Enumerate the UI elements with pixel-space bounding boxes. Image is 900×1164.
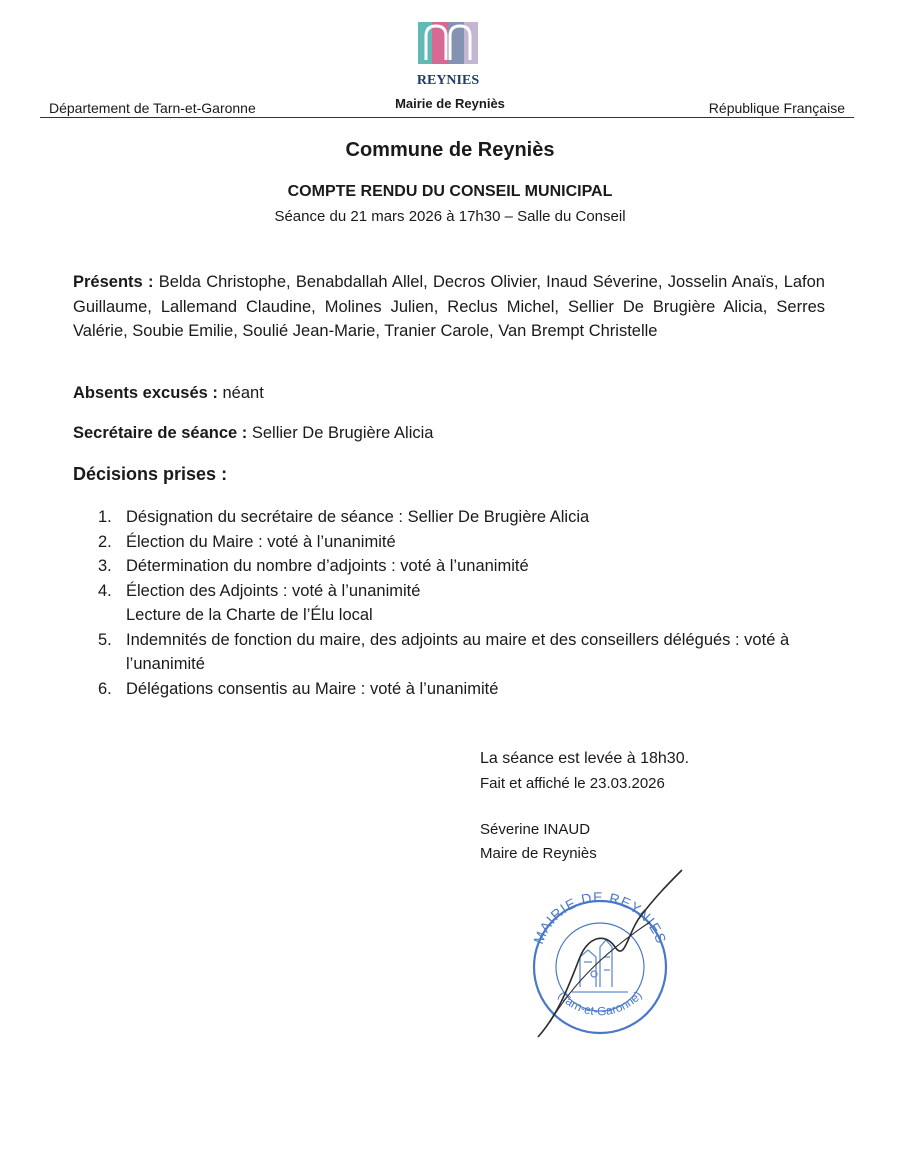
svg-text:(Tarn-et-Garonne): (Tarn-et-Garonne) [555, 988, 645, 1019]
official-stamp [510, 862, 690, 1047]
signer-name: Séverine INAUD [480, 821, 591, 838]
decision-number [98, 603, 126, 628]
absents-value: néant [222, 384, 264, 402]
header-department: Département de Tarn-et-Garonne [49, 100, 256, 116]
presents-paragraph [73, 270, 825, 344]
decision-item [98, 677, 798, 702]
decision-item [98, 530, 798, 555]
header-mairie: Mairie de Reyniès [395, 96, 505, 111]
svg-text:MAIRIE DE REYNIES: MAIRIE DE REYNIES [530, 888, 670, 947]
decision-item [98, 628, 798, 677]
decision-number: 3. [98, 557, 112, 575]
mairie-logo [414, 20, 482, 88]
presents-label: Présents : [73, 273, 154, 291]
decision-number: 6. [98, 679, 112, 698]
seance-levee: La séance est levée à 18h30. [480, 750, 690, 767]
decision-text: Détermination du nombre d’adjoints : voté à l’unanimité [126, 557, 529, 575]
decision-item [98, 505, 798, 530]
decision-number: 5. [98, 630, 112, 649]
decision-number: 2. [98, 532, 112, 551]
decision-text: Élection des Adjoints : voté à l’unanimité [126, 581, 421, 600]
presents-list: Belda Christophe, Benabdallah Allel, Decros Olivier, Inaud Séverine, Josselin Anaïs, Lafon Guillaume, Lallemand Claudine, Molines Julien, Reclus Michel, Sellier De Brugière Alicia, Serres Valérie, Soubie Emilie, Soulié Jean-Marie, Tranier Carole, Van Brempt Christelle [73, 273, 825, 340]
document-title: COMPTE RENDU DU CONSEIL MUNICIPAL [287, 183, 613, 200]
decision-text: Désignation du secrétaire de séance : Sellier De Brugière Alicia [126, 508, 590, 526]
secretaire-line [73, 424, 433, 443]
decisions-title: Décisions prises : [73, 464, 228, 484]
decision-item [98, 554, 798, 579]
header-divider [40, 117, 854, 118]
decision-text: Élection du Maire : voté à l’unanimité [126, 532, 396, 551]
fait-et-affiche: Fait et affiché le 23.03.2026 [480, 775, 665, 792]
decision-note [98, 603, 798, 628]
decision-number: 1. [98, 508, 112, 526]
absents-line [73, 384, 264, 403]
absents-label: Absents excusés : [73, 384, 218, 402]
signer-title: Maire de Reyniès [480, 845, 597, 862]
decision-text: Lecture de la Charte de l’Élu local [126, 606, 373, 624]
decision-number: 4. [98, 581, 112, 600]
session-line: Séance du 21 mars 2026 à 17h30 – Salle du Conseil [274, 208, 626, 225]
decisions-list [98, 505, 798, 701]
decision-text: Délégations consentis au Maire : voté à l’unanimité [126, 679, 499, 698]
secretaire-value: Sellier De Brugière Alicia [251, 424, 434, 442]
decision-item [98, 579, 798, 604]
header-republique: République Française [708, 100, 845, 116]
decision-text: Indemnités de fonction du maire, des adjoints au maire et des conseillers délégués : voté à l’unanimité [126, 630, 790, 673]
commune-title: Commune de Reyniès [345, 139, 555, 161]
svg-text:REYNIES: REYNIES [416, 73, 480, 88]
secretaire-label: Secrétaire de séance : [73, 424, 248, 442]
